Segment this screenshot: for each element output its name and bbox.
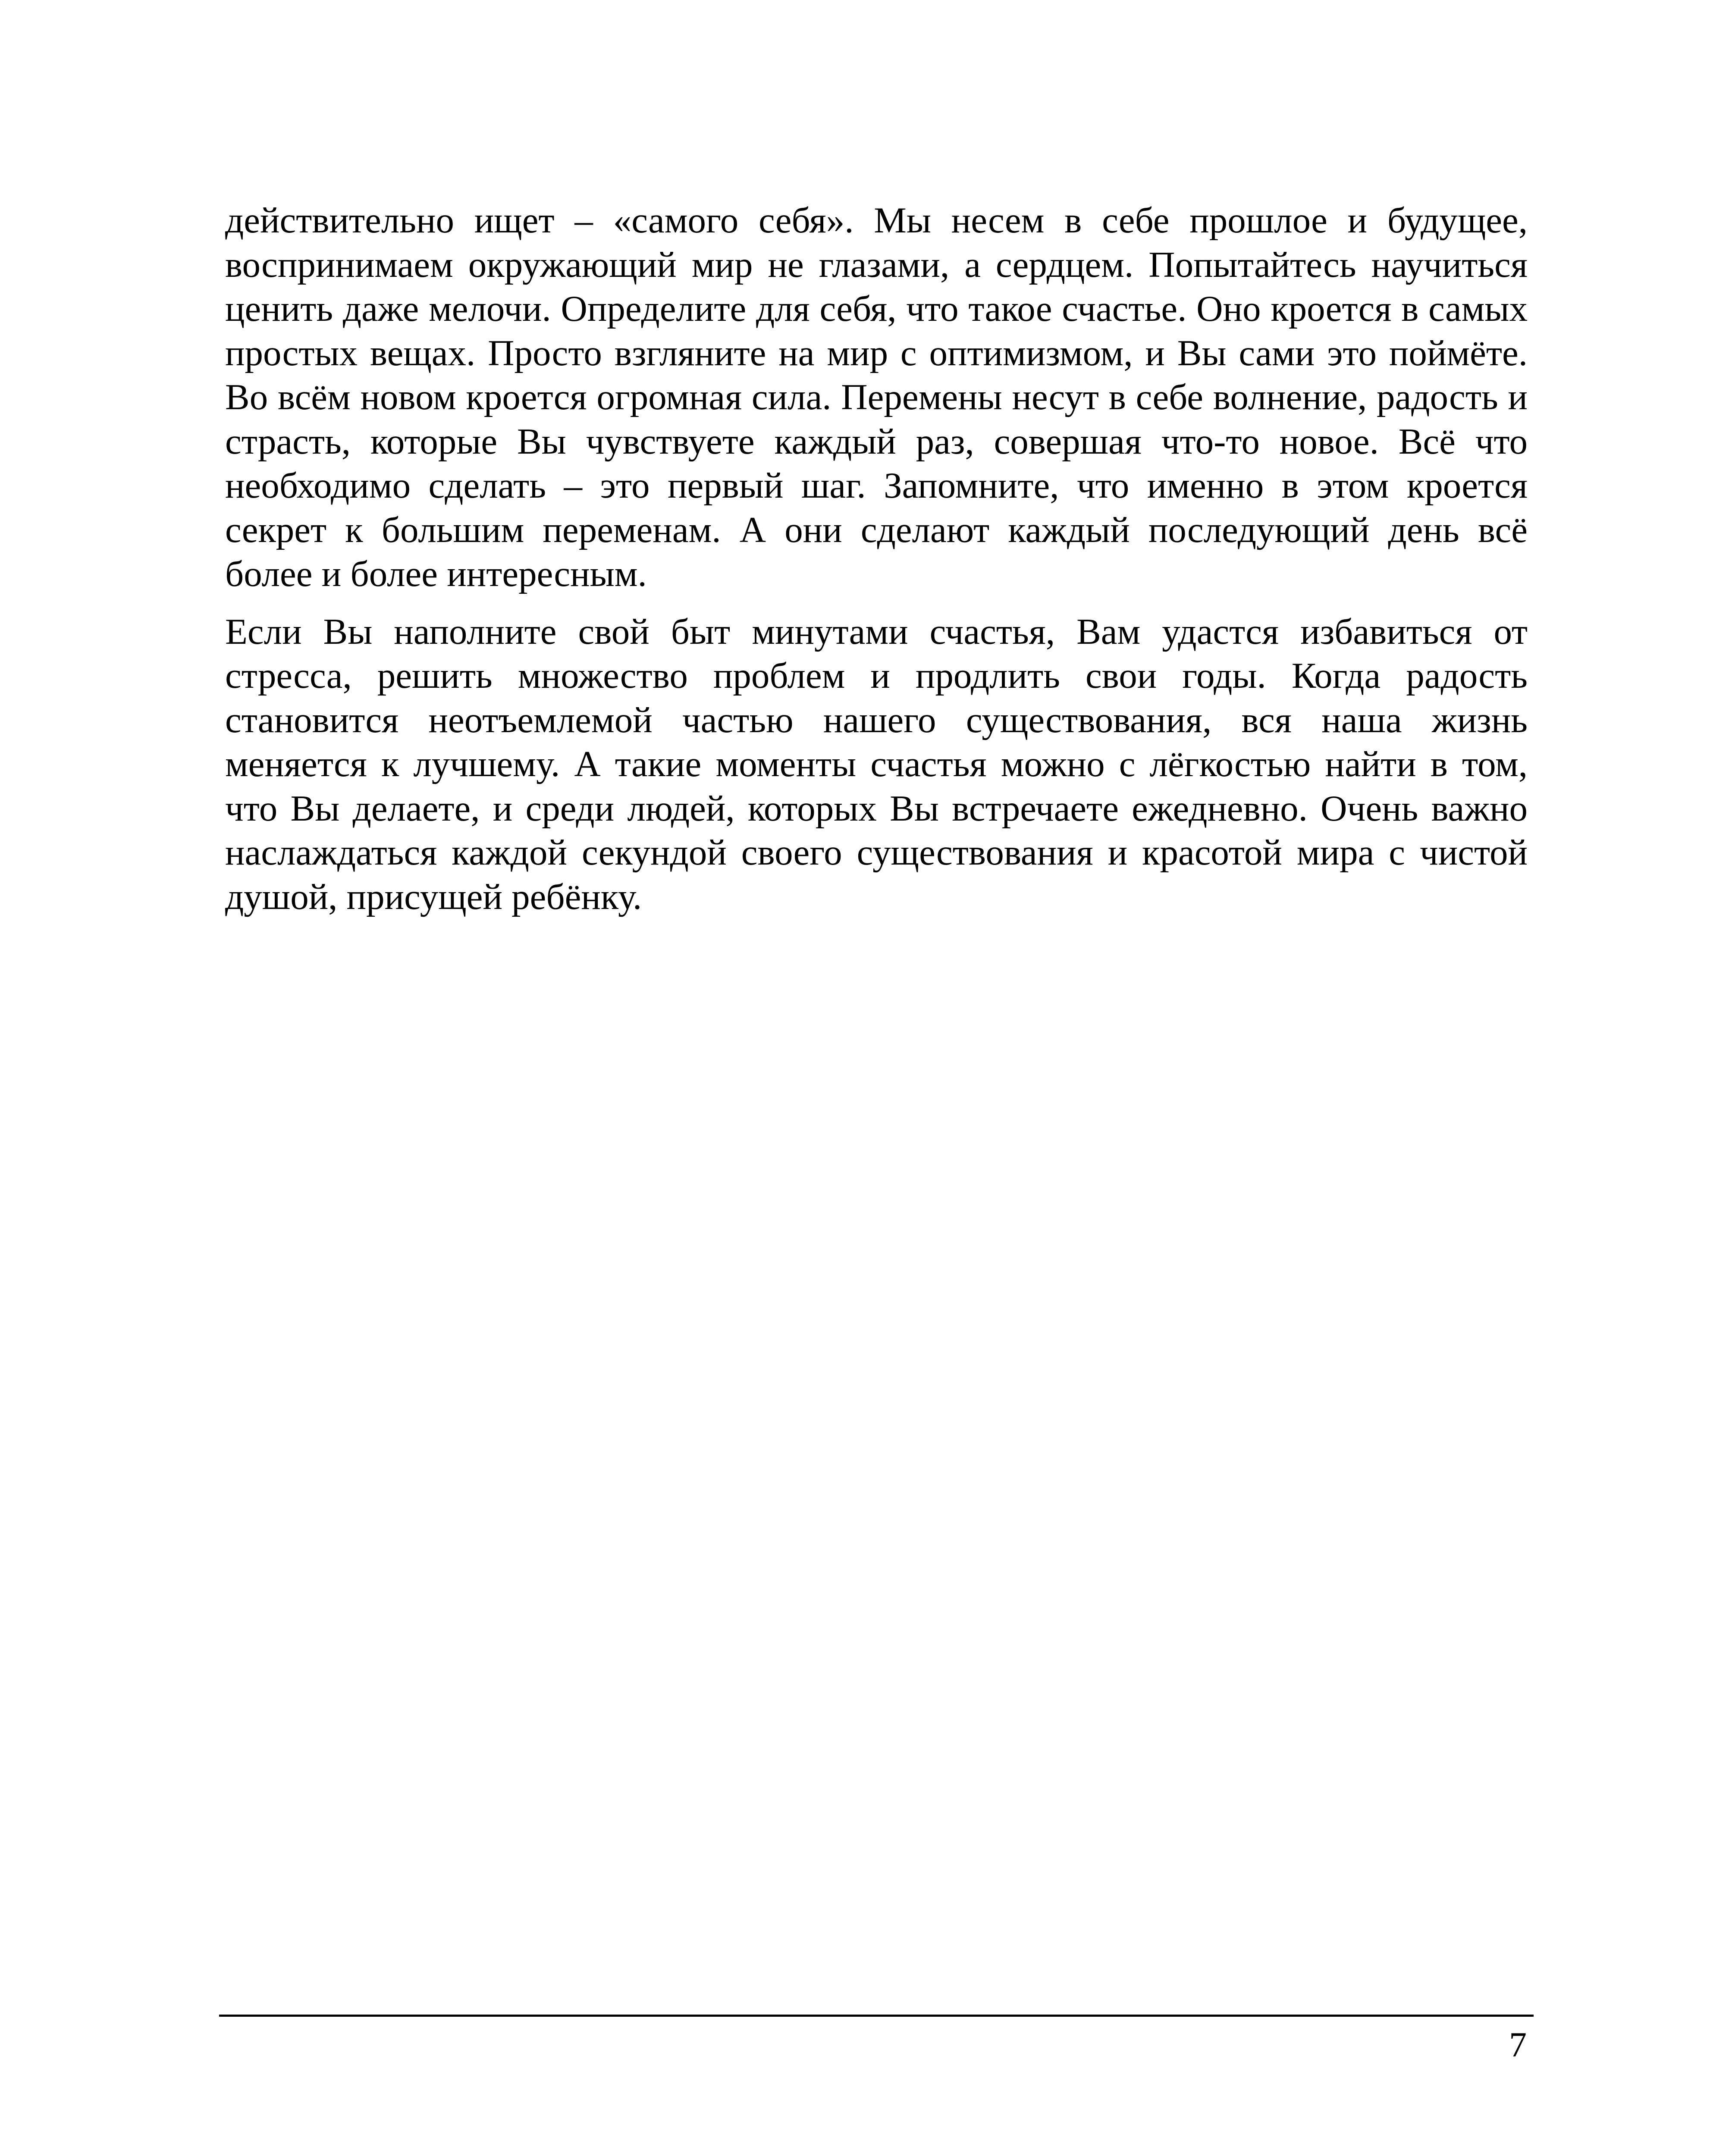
footer-divider: [219, 2015, 1534, 2017]
body-text: [225, 198, 1528, 919]
paragraph-1: действительно ищет – «самого себя». Мы несем в себе прошлое и будущее, воспринимаем окружающий мир не глазами, а сердцем. Попытайтесь научиться ценить даже мелочи. Определите для себя, что такое счастье. Оно кроется в самых простых вещах. Просто взгляните на мир с оптимизмом, и Вы сами это поймёте. Во всём новом кроется огромная сила. Перемены несут в себе волнение, радость и страсть, которые Вы чувствуете каждый раз, совершая что-то новое. Всё что необходимо сделать – это первый шаг. Запомните, что именно в этом кроется секрет к большим переменам. А они сделают каждый последующий день всё более и более интересным.: [225, 200, 1528, 594]
paragraph-2: Если Вы наполните свой быт минутами счастья, Вам удастся избавиться от стресса, решить множество проблем и продлить свои годы. Когда радость становится неотъемлемой частью нашего существования, вся наша жизнь меняется к лучшему. А такие моменты счастья можно с лёгкостью найти в том, что Вы делаете, и среди людей, которых Вы встречаете ежедневно. Очень важно наслаждаться каждой секундой своего существования и красотой мира с чистой душой, присущей ребёнку.: [225, 611, 1528, 917]
page-number: 7: [1509, 2025, 1527, 2064]
